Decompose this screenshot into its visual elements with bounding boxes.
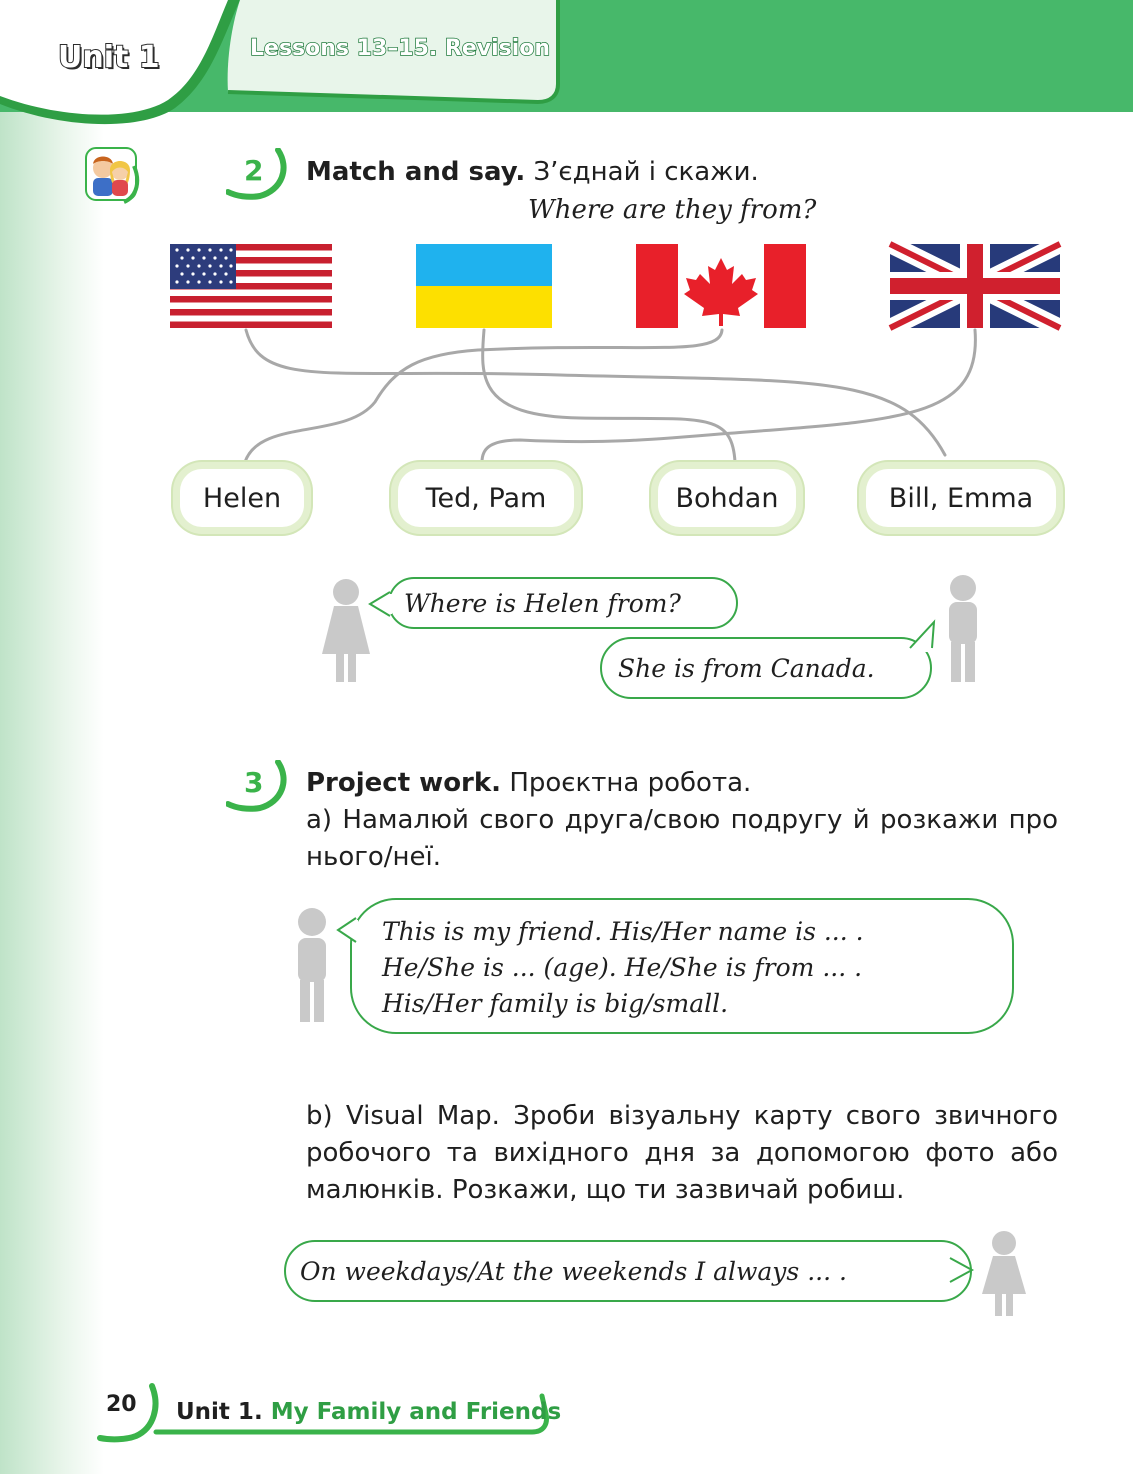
boy-silhouette-icon <box>288 904 336 1024</box>
weekdays-bubble-text: On weekdays/At the weekends I always ... . <box>300 1256 847 1286</box>
answer-bubble-tail <box>906 618 938 652</box>
connector-lines <box>245 330 975 462</box>
weekdays-speech-bubble <box>284 1240 972 1302</box>
exercise-3-part-b: b) Visual Map. Зроби візуальну карту свого звичного робочого та вихідного дня за допомогою фото або малюнків. Розкажи, що ти зазвичай робиш. <box>306 1101 1058 1205</box>
dialogue-question-bubble <box>388 577 738 629</box>
exercise-3-hook <box>226 760 290 812</box>
project-bubble-line: This is my friend. His/Her name is ... . <box>382 917 864 946</box>
exercise-3-instruction <box>306 768 751 798</box>
dialogue-answer-text: She is from Canada. <box>618 653 875 683</box>
name-box-ted-pam[interactable]: Ted, Pam <box>398 469 574 527</box>
project-bubble-line: His/Her family is big/small. <box>382 989 729 1018</box>
exercise-2-question: Where are they from? <box>528 195 817 225</box>
dialogue-answer-bubble <box>600 637 932 699</box>
project-speech-bubble <box>350 898 1014 1034</box>
connector-uk-ted-pam <box>482 330 975 462</box>
canada-flag-icon <box>636 244 806 328</box>
unit-badge: Unit 1 <box>58 40 160 75</box>
exercise-3-title: Project work. <box>306 768 502 798</box>
page-number: 20 <box>106 1392 137 1417</box>
exercise-3-part-a: a) Намалюй свого друга/свою подругу й розкажи про нього/неї. <box>306 805 1058 872</box>
boy-silhouette-icon <box>940 572 986 684</box>
project-bubble-line: He/She is ... (age). He/She is from ... . <box>382 953 863 982</box>
name-box-bohdan[interactable]: Bohdan <box>658 469 796 527</box>
footer-unit-name: My Family and Friends <box>270 1399 562 1425</box>
exercise-3-number: 3 <box>244 766 264 799</box>
name-box-helen[interactable]: Helen <box>180 469 304 527</box>
project-bubble-tail <box>336 916 358 946</box>
footer-unit-label: Unit 1. <box>176 1399 263 1425</box>
weekdays-bubble-tail <box>946 1256 976 1286</box>
ukraine-flag-icon <box>416 244 552 328</box>
uk-flag-icon <box>890 244 1060 328</box>
exercise-2-number: 2 <box>244 154 264 187</box>
girl-silhouette-icon <box>318 576 374 684</box>
dialogue-question-text: Where is Helen from? <box>404 588 681 618</box>
girl-silhouette-icon <box>976 1228 1032 1318</box>
question-bubble-tail <box>368 590 392 620</box>
exercise-2-title: Match and say. <box>306 157 526 187</box>
usa-flag-icon <box>170 244 332 328</box>
footer-title <box>176 1399 561 1425</box>
name-box-bill-emma[interactable]: Bill, Emma <box>866 469 1056 527</box>
lessons-title: Lessons 13–15. Revision <box>250 36 551 61</box>
exercise-2-translation: З’єднай і скажи. <box>533 157 759 187</box>
exercise-3-translation: Проєктна робота. <box>509 768 752 798</box>
connector-canada-helen <box>245 330 722 462</box>
